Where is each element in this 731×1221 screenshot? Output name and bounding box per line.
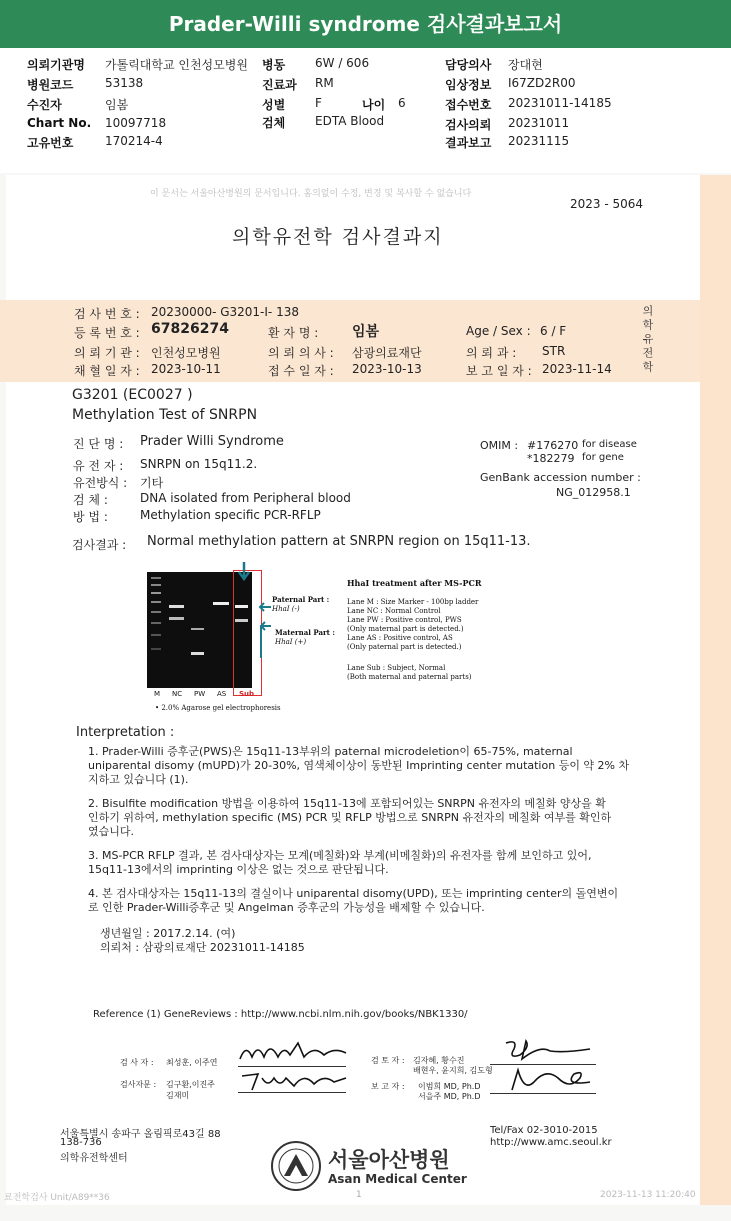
- logo-english-name: Asan Medical Center: [328, 1172, 467, 1186]
- interpretation-body: [88, 745, 648, 915]
- website: http://www.amc.seoul.kr: [490, 1137, 612, 1148]
- value-doctor: 장대현: [508, 58, 543, 72]
- interp-line: 2. Bisulfite modification 방법을 이용하여 15q11-13에 포함되어있는 SNRPN 유전자의 메칠화 양상을 확: [88, 797, 606, 810]
- document-margin-strip: [700, 175, 731, 1205]
- collect-date-value: 2023-10-11: [151, 362, 221, 376]
- reviewer-names-2: 배현우, 윤지희, 김도형: [413, 1066, 493, 1075]
- patient-value: 임봄: [352, 324, 380, 340]
- label-receipt-no: 접수번호: [445, 98, 492, 112]
- result-label: 검사결과 :: [72, 538, 127, 552]
- reg-no-label: 등 록 번 호 :: [74, 326, 140, 340]
- marker-band: [151, 577, 161, 579]
- patient-label: 환 자 명 :: [268, 326, 319, 340]
- agesex-label: Age / Sex :: [466, 324, 531, 338]
- value-unique-no: 170214-4: [105, 134, 163, 148]
- page-number: 1: [356, 1190, 362, 1200]
- marker-band: [151, 648, 161, 650]
- down-arrow-icon: [236, 562, 252, 584]
- label-specimen: 검체: [262, 116, 286, 130]
- value-report-date: 20231115: [508, 134, 570, 148]
- reviewer-label: 검 토 자 :: [371, 1056, 405, 1065]
- legend-line: Lane NC : Normal Control: [347, 607, 441, 615]
- label-doctor: 담당의사: [445, 58, 492, 72]
- legend-line: Lane AS : Positive control, AS: [347, 634, 453, 642]
- genbank-value: NG_012958.1: [556, 486, 631, 499]
- method-label: 방 법 :: [73, 510, 108, 524]
- label-hospital-code: 병원코드: [27, 78, 74, 92]
- marker-band: [151, 584, 161, 586]
- copy-notice: 이 문서는 서울아산병원의 문서입니다. 홈의없이 수정, 변경 및 복사할 수 없습니다: [150, 189, 472, 199]
- gel-caption: • 2.0% Agarose gel electrophoresis: [155, 704, 281, 712]
- pw-band: [191, 652, 204, 655]
- label-department: 진료과: [262, 78, 297, 92]
- omim-label: OMIM :: [480, 439, 519, 452]
- reporter-label: 보 고 자 :: [371, 1082, 405, 1091]
- interp-line: 3. MS-PCR RFLP 결과, 본 검사대상자는 모계(메칠화)와 부계(비메칠화)의 유전자를 함께 보인하고 있어,: [88, 849, 592, 862]
- lane-label-sub: Sub: [239, 690, 255, 698]
- logo-korean-name: 서울아산병원: [328, 1148, 450, 1172]
- as-band: [213, 602, 229, 605]
- address-line-1: 서울특별시 송파구 올림픽로43길 88: [60, 1129, 221, 1140]
- requester-label: 의 뢰 의 사 :: [268, 346, 334, 360]
- value-age: 6: [398, 96, 406, 110]
- value-clinical-info: I67ZD2R00: [508, 76, 576, 90]
- test-code: G3201 (EC0027 ): [72, 387, 193, 403]
- value-sex: F: [315, 96, 322, 110]
- value-department: RM: [315, 76, 334, 90]
- legend-line: (Both maternal and paternal parts): [347, 673, 472, 681]
- legend-line: (Only paternal part is detected.): [347, 643, 462, 651]
- interp-paragraph: [88, 797, 648, 839]
- address-line-3: 의학유전학센터: [60, 1153, 128, 1164]
- test-no-value: 20230000- G3201-I- 138: [151, 305, 299, 319]
- requester-value: 삼광의료재단: [352, 346, 422, 360]
- side-department-text: 의학유전학: [641, 305, 654, 375]
- pw-band: [191, 628, 204, 630]
- value-institution: 가톨릭대학교 인천성모병원: [105, 58, 248, 72]
- nc-paternal-band: [169, 605, 184, 608]
- value-ward: 6W / 606: [315, 56, 370, 70]
- maternal-label: Maternal Part :: [275, 628, 335, 637]
- legend-line: Lane M : Size Marker - 100bp ladder: [347, 598, 479, 606]
- label-patient: 수진자: [27, 98, 62, 112]
- reviewer-signature: [500, 1037, 596, 1065]
- interp-line: 4. 본 검사대상자는 15q11-13의 결실이나 uniparental disomy(UPD), 또는 imprinting center의 돌연변이: [88, 887, 619, 900]
- omim-disease-desc: for disease: [582, 439, 637, 450]
- lane-label-m: M: [154, 690, 161, 698]
- interp-line: uniparental disomy (mUPD)가 20-30%, 염색체이상이 동반된 Imprinting center mutation 등이 약 2% 차: [88, 759, 630, 772]
- report-title: Prader-Willi syndrome 검사결과보고서: [0, 0, 731, 48]
- maternal-sub: HhaI (+): [275, 638, 307, 646]
- method-value: Methylation specific PCR-RFLP: [140, 508, 321, 522]
- label-report-date: 결과보고: [445, 136, 492, 150]
- inheritance-value: 기타: [140, 476, 164, 490]
- label-unique-no: 고유번호: [27, 136, 74, 150]
- address-line-2: 138-736: [60, 1137, 102, 1148]
- interp-line: 인하기 위하여, methylation specific (MS) PCR 및 RFLP 방법으로 SNRPN 유전자의 메칠화 여부를 확인하: [88, 811, 612, 824]
- specimen-label: 검 체 :: [73, 493, 108, 507]
- inheritance-label: 유전방식 :: [73, 476, 128, 490]
- reference: Reference (1) GeneReviews : http://www.ncbi.nlm.nih.gov/books/NBK1330/: [93, 1009, 468, 1020]
- test-no-label: 검 사 번 호 :: [74, 307, 140, 321]
- label-ward: 병동: [262, 58, 286, 72]
- legend-line: Lane PW : Positive control, PWS: [347, 616, 462, 624]
- lane-label-nc: NC: [172, 690, 183, 698]
- tester-names: 최성훈, 이주연: [166, 1058, 218, 1067]
- tel-fax: Tel/Fax 02-3010-2015: [490, 1125, 598, 1136]
- value-request-date: 20231011: [508, 116, 570, 130]
- gene-label: 유 전 자 :: [73, 459, 124, 473]
- print-timestamp: 2023-11-13 11:20:40: [600, 1190, 696, 1200]
- interpretation-title: Interpretation :: [76, 725, 175, 740]
- marker-band: [151, 634, 161, 636]
- header-info: [0, 54, 731, 154]
- marker-band: [151, 592, 161, 594]
- omim-gene-number: *182279: [527, 452, 575, 465]
- label-clinical-info: 임상정보: [445, 78, 492, 92]
- interp-line: 지하고 있습니다 (1).: [88, 773, 189, 786]
- lane-label-pw: PW: [194, 690, 206, 698]
- report-date-value: 2023-11-14: [542, 362, 612, 376]
- value-specimen: EDTA Blood: [315, 114, 385, 128]
- interp-paragraph: [88, 887, 648, 915]
- left-arrow-icon: [258, 620, 272, 660]
- gene-value: SNRPN on 15q11.2.: [140, 457, 258, 471]
- reporter-signature: [504, 1064, 596, 1096]
- advisor-label: 검사자문 :: [120, 1080, 157, 1089]
- label-age: 나이: [362, 98, 386, 112]
- dept-label: 의 뢰 과 :: [466, 346, 517, 360]
- left-arrow-icon: [258, 602, 272, 612]
- advisor-names-2: 김재미: [166, 1091, 190, 1100]
- agesex-value: 6 / F: [540, 324, 567, 338]
- document-title: 의학유전학 검사결과지: [232, 226, 444, 248]
- diagnosis-label: 진 단 명 :: [73, 437, 124, 451]
- nc-maternal-band: [169, 617, 184, 620]
- marker-band: [151, 622, 161, 624]
- omim-gene-desc: for gene: [582, 452, 624, 463]
- legend-line: Lane Sub : Subject, Normal: [347, 664, 446, 672]
- omim-disease-number: #176270: [527, 439, 579, 452]
- legend-line: (Only maternal part is detected.): [347, 625, 464, 633]
- institution-label: 의 뢰 기 관 :: [74, 346, 140, 360]
- result-value: Normal methylation pattern at SNRPN region on 15q11-13.: [147, 534, 531, 549]
- interp-paragraph: [88, 849, 648, 877]
- tester-label: 검 사 자 :: [120, 1058, 154, 1067]
- reg-no-value: 67826274: [151, 321, 229, 337]
- receive-date-value: 2023-10-13: [352, 362, 422, 376]
- value-hospital-code: 53138: [105, 76, 144, 90]
- reporter-names-2: 서을주 MD, Ph.D: [418, 1092, 481, 1101]
- institution-value: 인천성모병원: [151, 346, 221, 360]
- interp-line: 1. Prader-Willi 증후군(PWS)은 15q11-13부위의 paternal microdeletion이 65-75%, maternal: [88, 745, 573, 758]
- value-chart-no: 10097718: [105, 116, 167, 130]
- label-sex: 성별: [262, 98, 286, 112]
- asan-foundation-logo-icon: [270, 1140, 322, 1192]
- value-patient: 임봄: [105, 98, 129, 112]
- interp-line: 로 인한 Prader-Willi증후군 및 Angelman 증후군의 가능성을 배제할 수 있습니다.: [88, 901, 485, 914]
- birth-date: 생년월일 : 2017.2.14. (여): [100, 927, 236, 940]
- requester-info: 의뢰처 : 삼광의료재단 20231011-14185: [100, 941, 305, 954]
- dept-value: STR: [542, 344, 566, 358]
- genbank-label: GenBank accession number :: [480, 471, 641, 484]
- diagnosis-value: Prader Willi Syndrome: [140, 434, 284, 449]
- label-chart-no: Chart No.: [27, 116, 92, 130]
- signature-line: [490, 1093, 596, 1094]
- specimen-value: DNA isolated from Peripheral blood: [140, 491, 351, 505]
- report-date-label: 보 고 일 자 :: [466, 364, 532, 378]
- lane-label-as: AS: [217, 690, 227, 698]
- legend-title: HhaI treatment after MS-PCR: [347, 578, 482, 588]
- value-receipt-no: 20231011-14185: [508, 96, 612, 110]
- reporter-names: 이범희 MD, Ph.D: [418, 1082, 481, 1091]
- advisor-names: 김구환,이진주: [166, 1080, 215, 1089]
- marker-band: [151, 611, 161, 613]
- label-institution: 의뢰기관명: [27, 58, 85, 72]
- paternal-label: Paternal Part :: [272, 595, 330, 604]
- interp-paragraph: [88, 745, 648, 787]
- paternal-sub: HhaI (-): [272, 605, 300, 613]
- marker-band: [151, 601, 161, 603]
- collect-date-label: 채 혈 일 자 :: [74, 364, 140, 378]
- receive-date-label: 접 수 일 자 :: [268, 364, 334, 378]
- document-number: 2023 - 5064: [570, 197, 644, 211]
- test-name: Methylation Test of SNRPN: [72, 407, 258, 423]
- tester-signature: [238, 1037, 350, 1067]
- label-request-date: 검사의뢰: [445, 118, 492, 132]
- reviewer-names: 김자혜, 황수진: [413, 1056, 465, 1065]
- interp-line: 15q11-13에서의 imprinting 이상은 없는 것으로 판단됩니다.: [88, 863, 389, 876]
- interp-line: 였습니다.: [88, 825, 135, 838]
- signature-line: [238, 1092, 346, 1093]
- footer-unit-code: 료전학검사 Unit/A89**36: [4, 1193, 110, 1203]
